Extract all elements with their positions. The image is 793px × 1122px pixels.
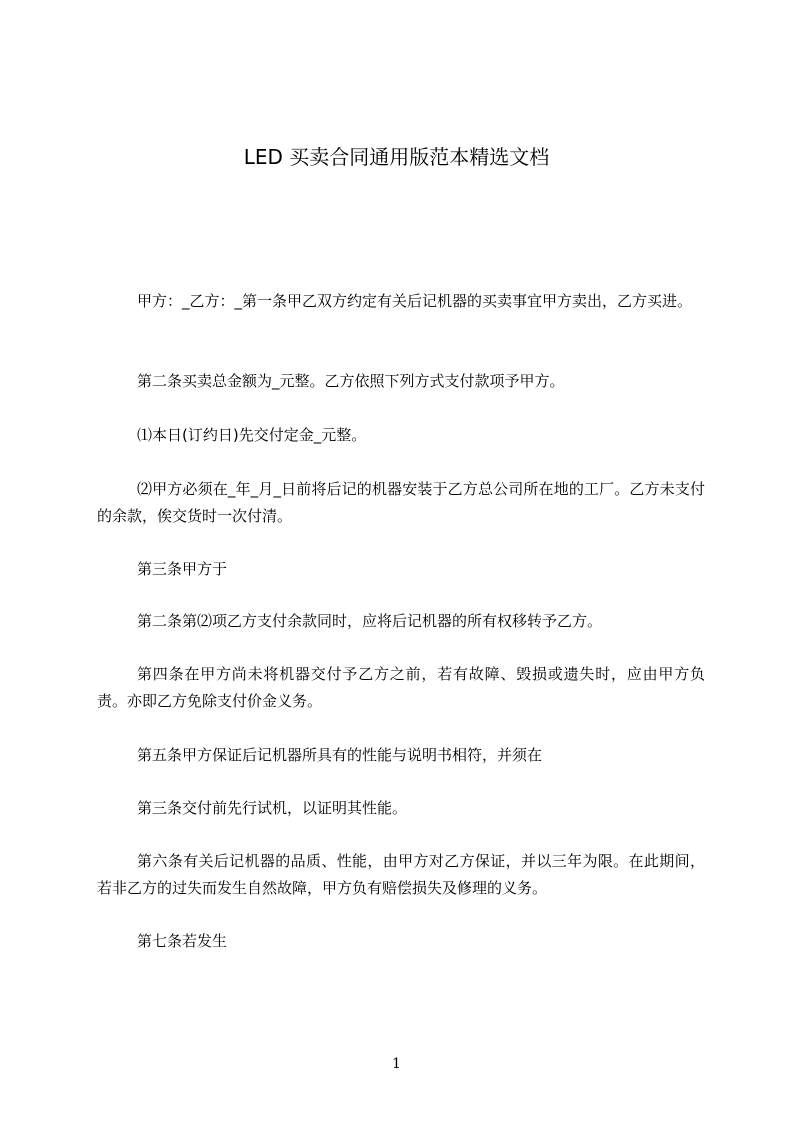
paragraph-article-6: 第六条有关后记机器的品质、性能，由甲方对乙方保证，并以三年为限。在此期间，若非乙方的过失而发生自然故障，甲方负有赔偿损失及修理的义务。 xyxy=(97,852,705,897)
document-title: LED 买卖合同通用版范本精选文档 xyxy=(243,145,550,169)
paragraph-article-4: 第四条在甲方尚未将机器交付予乙方之前，若有故障、毁损或遗失时，应由甲方负责。亦即乙方免除支付价金义务。 xyxy=(97,665,705,710)
paragraph-article-5: 第五条甲方保证后记机器所具有的性能与说明书相符，并须在 xyxy=(137,746,543,764)
paragraph-article-2: 第二条买卖总金额为_元整。乙方依照下列方式支付款项予甲方。 xyxy=(137,372,565,390)
paragraph-article-7: 第七条若发生 xyxy=(137,932,228,950)
paragraph-article-3: 第三条甲方于 xyxy=(137,560,228,578)
paragraph-ownership-transfer: 第二条第⑵项乙方支付余款同时，应将后记机器的所有权移转予乙方。 xyxy=(137,612,603,630)
page-number: 1 xyxy=(392,1056,401,1072)
paragraph-installation: ⑵甲方必须在_年_月_日前将后记的机器安装于乙方总公司所在地的工厂。乙方未支付的余款，俟交货时一次付清。 xyxy=(97,480,705,525)
paragraph-deposit: ⑴本日(订约日)先交付定金_元整。 xyxy=(137,426,367,444)
paragraph-parties: 甲方：_乙方：_第一条甲乙双方约定有关后记机器的买卖事宜甲方卖出，乙方买进。 xyxy=(137,292,693,310)
paragraph-trial-run: 第三条交付前先行试机，以证明其性能。 xyxy=(137,799,408,817)
